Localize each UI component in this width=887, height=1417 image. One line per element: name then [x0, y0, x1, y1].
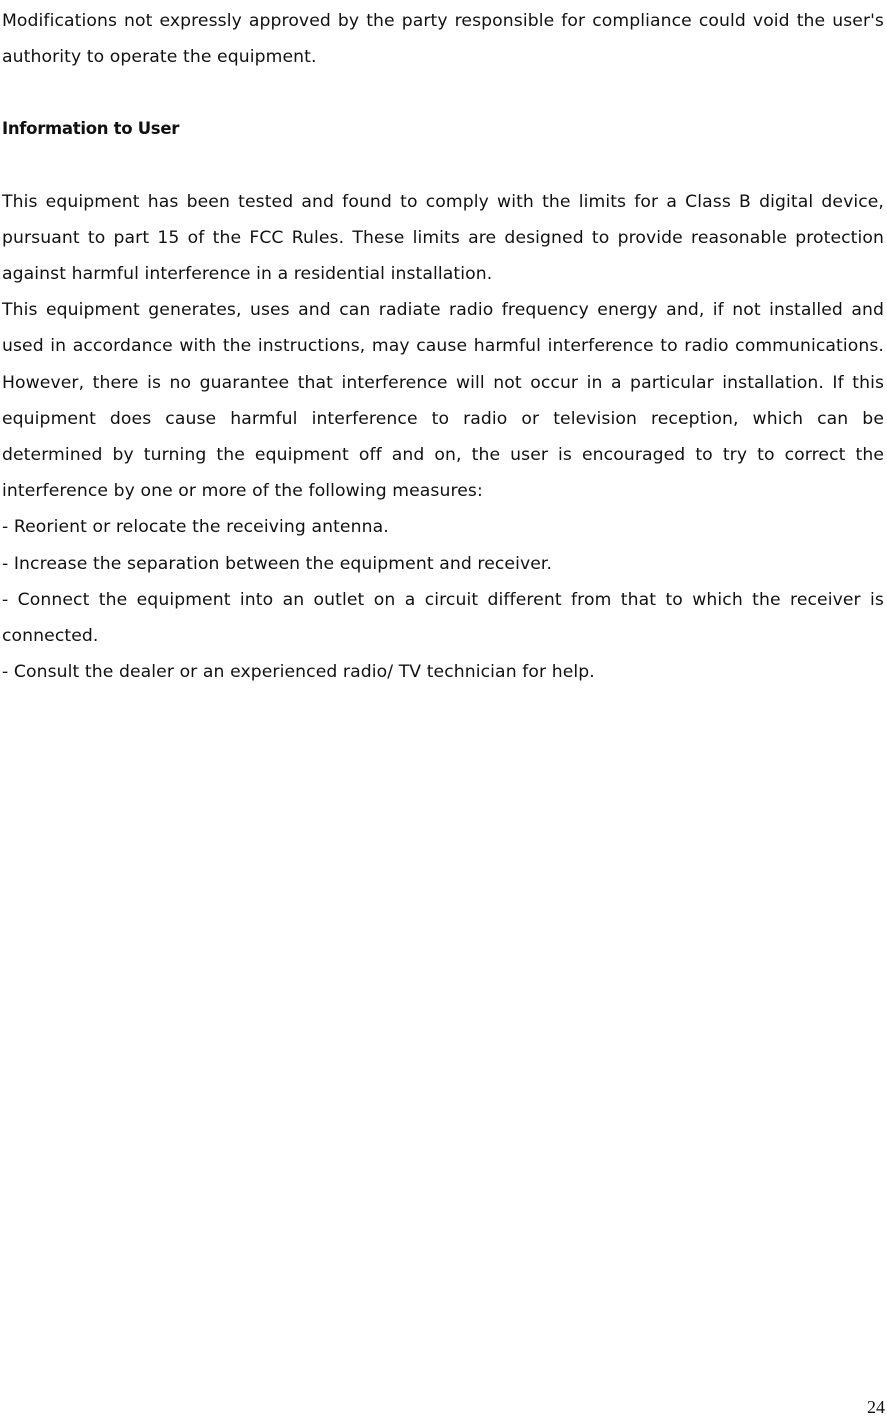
document-body: [2, 3, 884, 690]
section-heading: Information to User: [2, 119, 180, 139]
list-item: - Reorient or relocate the receiving antenna.: [2, 517, 389, 538]
spacer: [2, 148, 884, 184]
page-number: 24: [867, 1397, 885, 1417]
list-item: - Increase the separation between the equipment and receiver.: [2, 553, 553, 574]
class-b-paragraph: This equipment has been tested and found to comply with the limits for a Class B digital device, pursuant to part 15 of the FCC Rules. These limits are designed to provide reasonable protection against harmful interference in a residential installation.: [2, 191, 884, 285]
interference-paragraph: This equipment generates, uses and can radiate radio frequency energy and, if not installed and used in accordance with the instructions, may cause harmful interference to radio communications. However, there is no guarantee that interference will not occur in a particular installation. If this equipment does cause harmful interference to radio or television reception, which can be determined by turning the equipment off and on, the user is encouraged to try to correct the interference by one or more of the following measures:: [2, 300, 884, 502]
spacer: [2, 75, 884, 111]
list-item: - Consult the dealer or an experienced radio/ TV technician for help.: [2, 662, 595, 683]
modifications-paragraph: Modifications not expressly approved by the party responsible for compliance could void the user's authority to operate the equipment.: [2, 11, 884, 68]
measures-list: [2, 509, 884, 690]
list-item: - Connect the equipment into an outlet on a circuit different from that to which the receiver is connected.: [2, 589, 884, 647]
